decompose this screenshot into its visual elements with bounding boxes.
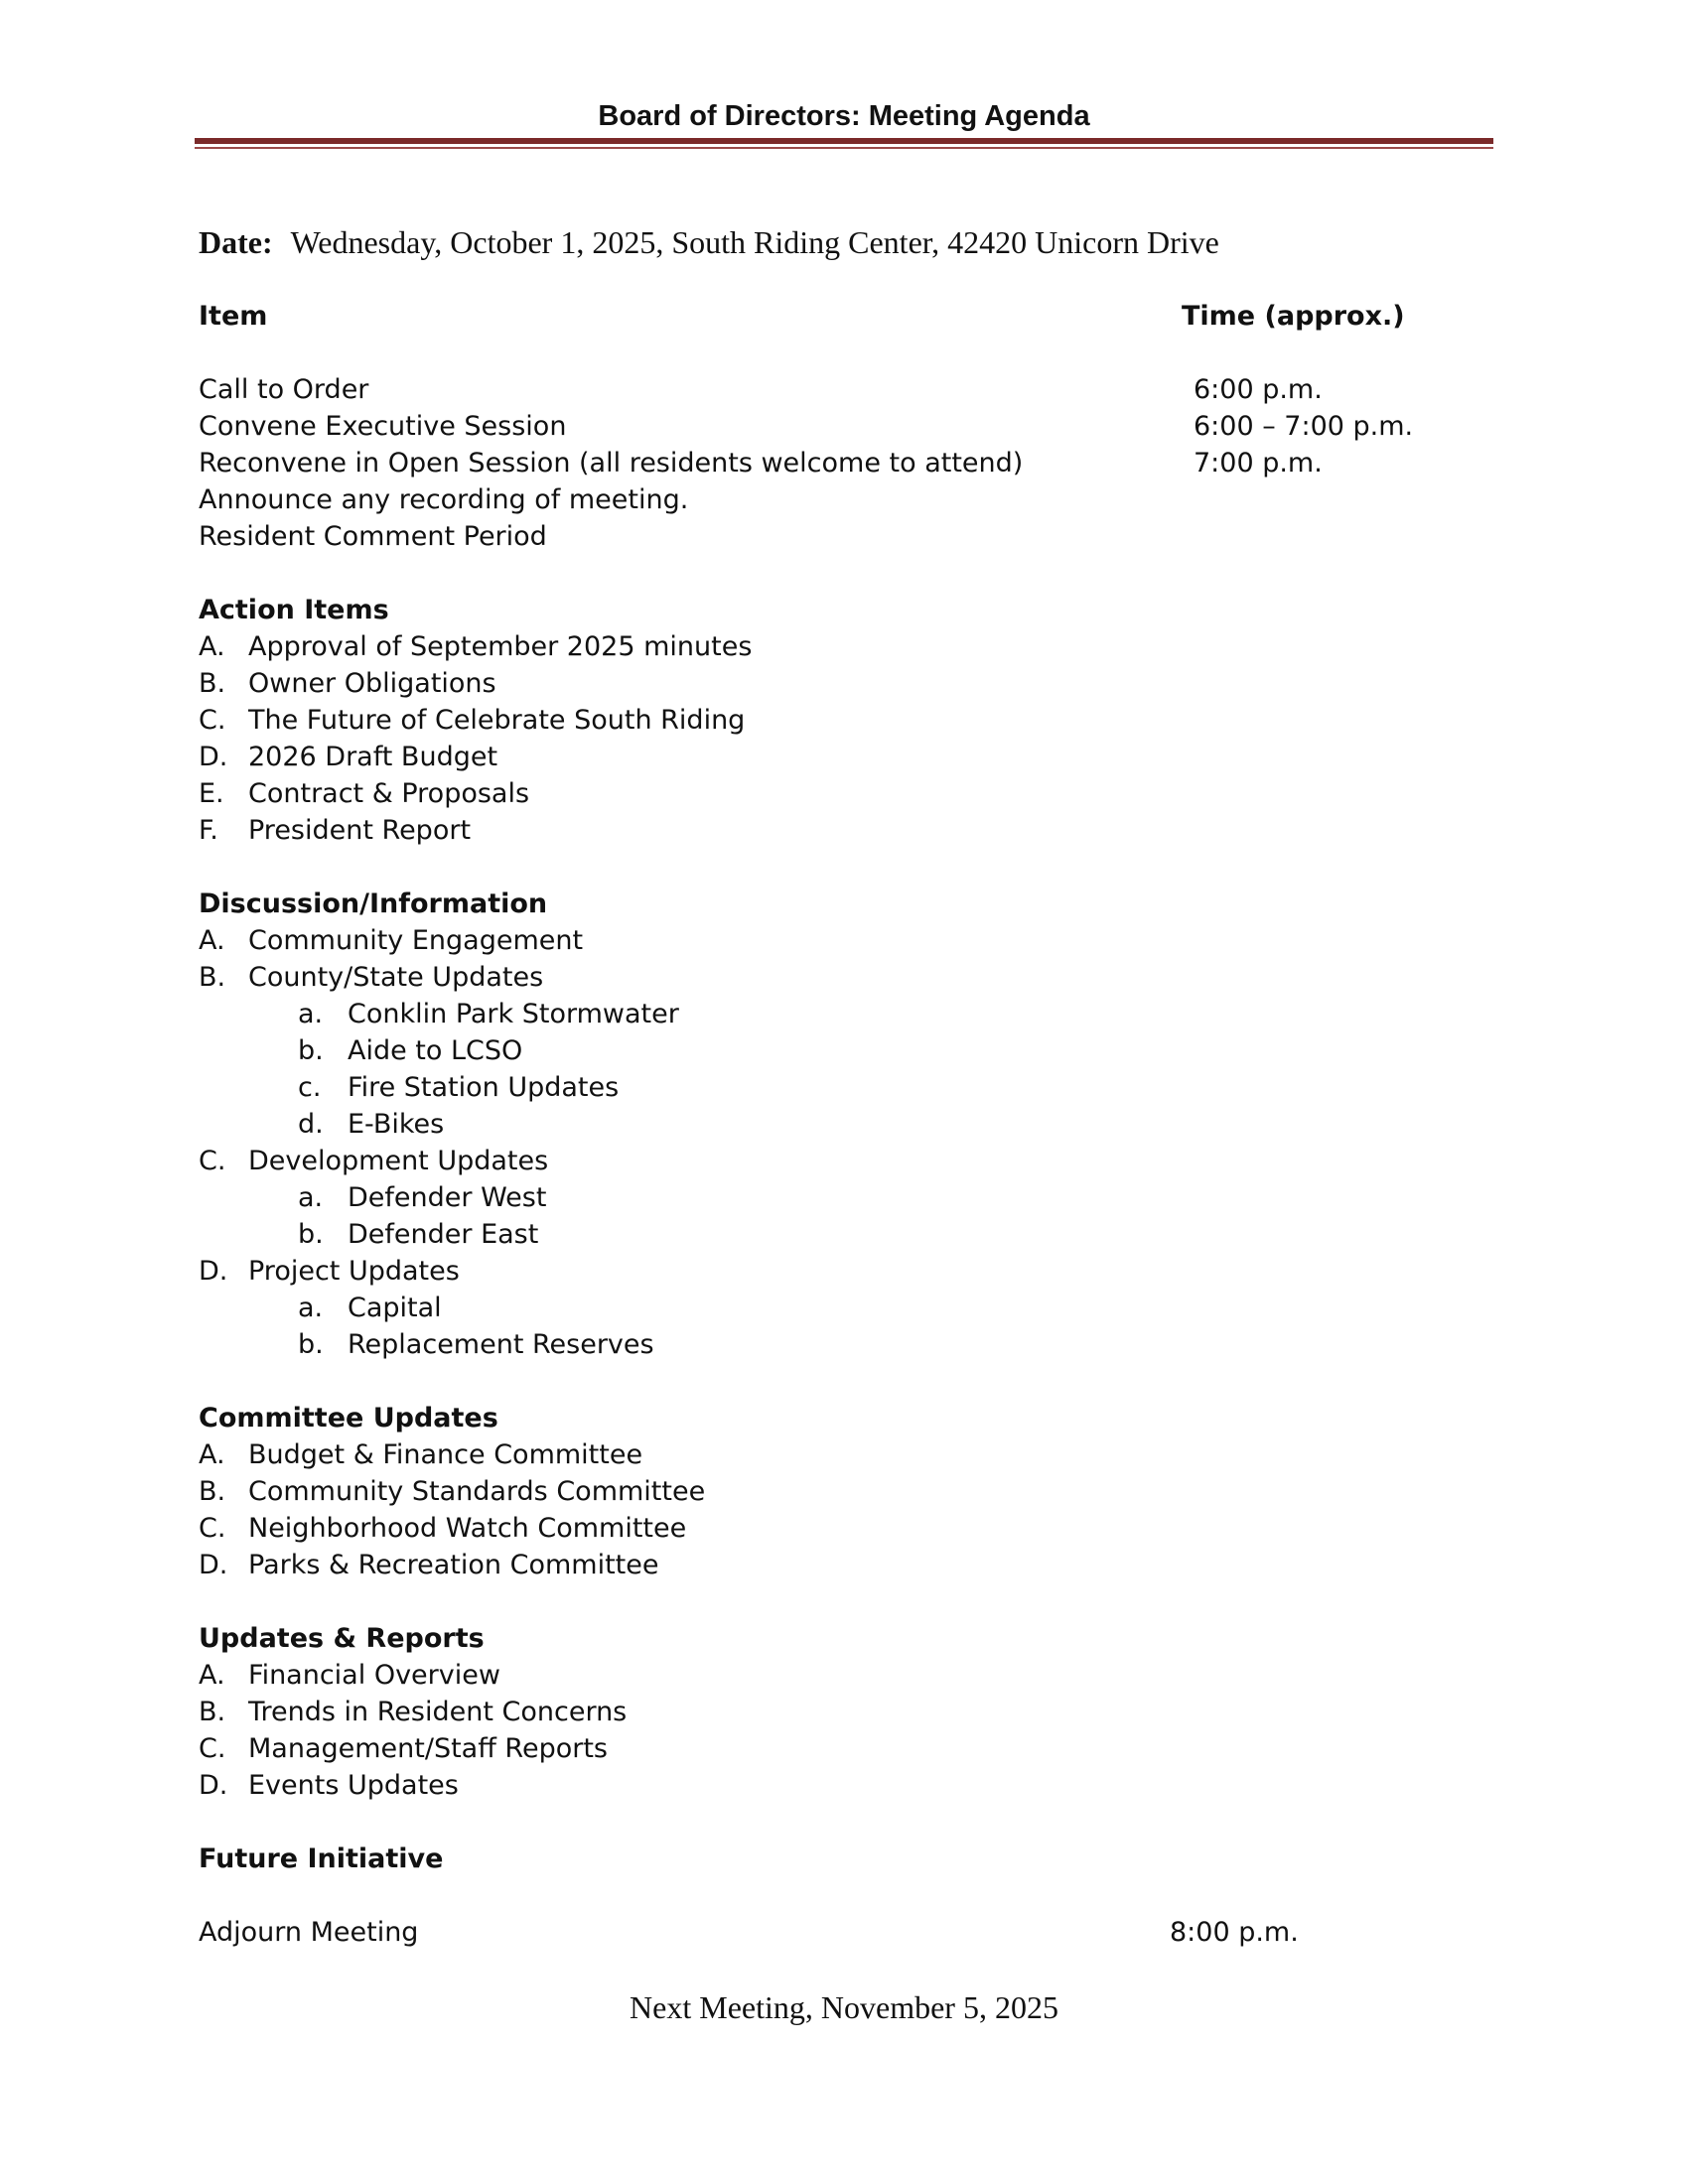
agenda-row-text: Resident Comment Period	[199, 521, 547, 552]
list-marker: c.	[298, 1072, 322, 1103]
list-item	[199, 1253, 1489, 1290]
list-text: Financial Overview	[248, 1660, 500, 1691]
list-marker: D.	[199, 1770, 228, 1801]
list-text: Budget & Finance Committee	[248, 1439, 643, 1470]
list-marker: A.	[199, 1660, 225, 1691]
list-item	[199, 959, 1489, 996]
list-marker: E.	[199, 778, 224, 809]
list-item	[199, 775, 1489, 812]
agenda-row-open-session	[199, 445, 1489, 481]
list-marker: F.	[199, 815, 218, 846]
meeting-date-line	[199, 220, 1219, 264]
list-marker: D.	[199, 1256, 228, 1287]
list-text: Community Standards Committee	[248, 1476, 706, 1507]
spacer	[199, 1583, 1489, 1620]
list-marker: C.	[199, 1146, 226, 1176]
agenda-row-text: Convene Executive Session	[199, 411, 567, 442]
list-marker: B.	[199, 1476, 226, 1507]
list-marker: C.	[199, 705, 226, 736]
list-text: Management/Staff Reports	[248, 1733, 608, 1764]
sub-list-item	[199, 1216, 1489, 1253]
sub-list-item	[199, 1032, 1489, 1069]
list-text: Replacement Reserves	[348, 1329, 654, 1360]
list-text: Trends in Resident Concerns	[248, 1697, 628, 1727]
list-item	[199, 665, 1489, 702]
list-marker: b.	[298, 1035, 324, 1066]
agenda-body	[199, 371, 1489, 1951]
list-item	[199, 1767, 1489, 1804]
list-marker: a.	[298, 1293, 324, 1323]
list-item	[199, 1730, 1489, 1767]
list-marker: b.	[298, 1219, 324, 1250]
list-text: Parks & Recreation Committee	[248, 1550, 659, 1580]
list-item	[199, 739, 1489, 775]
spacer	[199, 849, 1489, 886]
agenda-row-text: Adjourn Meeting	[199, 1917, 419, 1948]
list-item	[199, 1436, 1489, 1473]
spacer	[199, 1877, 1489, 1914]
list-marker: D.	[199, 742, 228, 772]
list-text: Development Updates	[248, 1146, 549, 1176]
list-marker: D.	[199, 1550, 228, 1580]
list-marker: A.	[199, 925, 225, 956]
section-heading-action-items: Action Items	[199, 595, 389, 625]
list-marker: B.	[199, 1697, 226, 1727]
agenda-row-adjourn	[199, 1914, 1489, 1951]
spacer	[199, 1804, 1489, 1841]
date-label: Date:	[199, 224, 273, 260]
list-text: Defender West	[348, 1182, 547, 1213]
list-item	[199, 922, 1489, 959]
agenda-row-recording	[199, 481, 1489, 518]
list-text: Owner Obligations	[248, 668, 496, 699]
sub-list-item	[199, 1179, 1489, 1216]
list-text: 2026 Draft Budget	[248, 742, 498, 772]
list-item	[199, 812, 1489, 849]
list-marker: B.	[199, 962, 226, 993]
list-text: Fire Station Updates	[348, 1072, 620, 1103]
list-marker: C.	[199, 1513, 226, 1544]
list-item	[199, 702, 1489, 739]
time-column-header: Time (approx.)	[1182, 301, 1405, 332]
list-text: Capital	[348, 1293, 442, 1323]
sub-list-item	[199, 1069, 1489, 1106]
title-rule-thin	[195, 147, 1493, 149]
spacer	[199, 555, 1489, 592]
agenda-row-time: 7:00 p.m.	[1194, 448, 1323, 478]
list-text: Neighborhood Watch Committee	[248, 1513, 687, 1544]
list-text: Project Updates	[248, 1256, 460, 1287]
list-marker: C.	[199, 1733, 226, 1764]
list-item	[199, 1510, 1489, 1547]
sub-list-item	[199, 996, 1489, 1032]
agenda-row-time: 6:00 – 7:00 p.m.	[1194, 411, 1414, 442]
page-title: Board of Directors: Meeting Agenda	[598, 100, 1090, 132]
section-heading-committee: Committee Updates	[199, 1403, 498, 1433]
agenda-row-comment-period	[199, 518, 1489, 555]
next-meeting: Next Meeting, November 5, 2025	[630, 1989, 1058, 2025]
list-marker: a.	[298, 999, 324, 1029]
spacer	[199, 1363, 1489, 1400]
section-heading-future: Future Initiative	[199, 1843, 444, 1874]
list-marker: B.	[199, 668, 226, 699]
list-item	[199, 1473, 1489, 1510]
title-rule-thick	[195, 138, 1493, 144]
list-item	[199, 1547, 1489, 1583]
agenda-row-time: 6:00 p.m.	[1194, 374, 1323, 405]
agenda-row-text: Announce any recording of meeting.	[199, 484, 689, 515]
section-heading-reports: Updates & Reports	[199, 1623, 485, 1654]
list-marker: b.	[298, 1329, 324, 1360]
list-text: Events Updates	[248, 1770, 459, 1801]
list-item	[199, 1143, 1489, 1179]
list-text: President Report	[248, 815, 472, 846]
sub-list-item	[199, 1326, 1489, 1363]
list-marker: a.	[298, 1182, 324, 1213]
sub-list-item	[199, 1290, 1489, 1326]
agenda-row-executive-session	[199, 408, 1489, 445]
agenda-row-text: Reconvene in Open Session (all residents welcome to attend)	[199, 448, 1024, 478]
list-item	[199, 1694, 1489, 1730]
list-marker: A.	[199, 631, 225, 662]
agenda-row-text: Call to Order	[199, 374, 369, 405]
list-text: Aide to LCSO	[348, 1035, 523, 1066]
agenda-row-time: 8:00 p.m.	[1170, 1917, 1299, 1948]
list-text: Defender East	[348, 1219, 539, 1250]
list-item	[199, 628, 1489, 665]
sub-list-item	[199, 1106, 1489, 1143]
list-text: E-Bikes	[348, 1109, 445, 1140]
item-column-header: Item	[199, 301, 268, 332]
list-text: Approval of September 2025 minutes	[248, 631, 753, 662]
list-text: Contract & Proposals	[248, 778, 530, 809]
list-marker: A.	[199, 1439, 225, 1470]
date-value: Wednesday, October 1, 2025, South Riding Center, 42420 Unicorn Drive	[290, 224, 1219, 260]
list-marker: d.	[298, 1109, 324, 1140]
list-text: The Future of Celebrate South Riding	[248, 705, 746, 736]
agenda-row-call-to-order	[199, 371, 1489, 408]
list-item	[199, 1657, 1489, 1694]
list-text: County/State Updates	[248, 962, 544, 993]
section-heading-discussion: Discussion/Information	[199, 888, 548, 919]
list-text: Community Engagement	[248, 925, 584, 956]
list-text: Conklin Park Stormwater	[348, 999, 679, 1029]
